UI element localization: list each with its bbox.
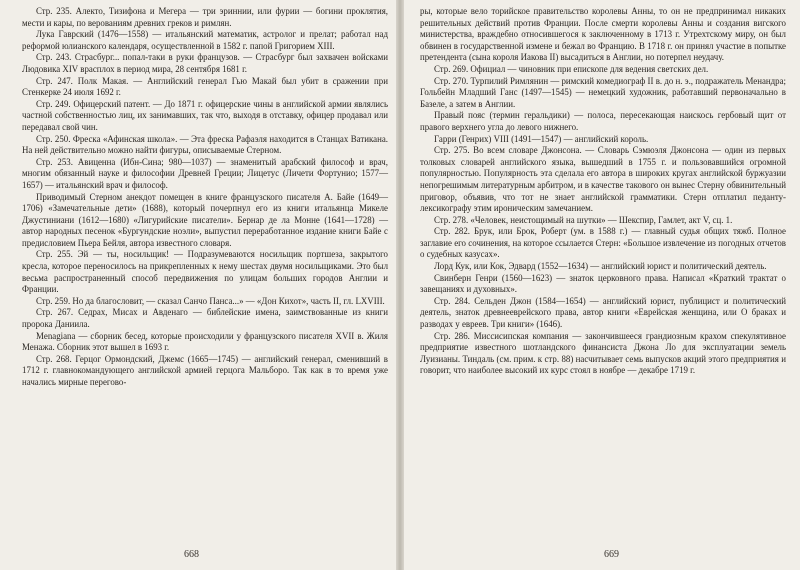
book-gutter bbox=[396, 0, 404, 570]
paragraph: Стр. 284. Сельден Джон (1584—1654) — английский юрист, публицист и политический деятель, знаток древнееврейского права, автор книги «Еврейская женщина, или О браках и разводах у евреев. Три книги» (1646). bbox=[420, 295, 786, 330]
page-number: 668 bbox=[184, 549, 199, 560]
paragraph: Стр. 249. Офицерский патент. — До 1871 г. офицерские чины в английской армии являлись частной собственностью лиц, их занимавших, так что, выходя в отставку, офицер продавал или передавал свой чин. bbox=[22, 98, 388, 132]
right-page bbox=[400, 0, 800, 570]
paragraph: Стр. 282. Брук, или Брок, Роберт (ум. в 1588 г.) — главный судья общих тяжб. Полное заглавие его сочинения, на которое ссылается Стерн: «Большое извлечение из погодных отчетов о судебных казусах». bbox=[420, 226, 786, 260]
paragraph: Свинберн Генри (1560—1623) — знаток церковного права. Написал «Краткий трактат о завещаниях и духовных». bbox=[420, 272, 786, 295]
paragraph: Стр. 275. Во всем словаре Джонсона. — Словарь Сэмюэля Джонсона — один из первых толковых словарей английского языка, вышедший в 1755 г. и пользовавшийся огромной популярностью. Популярность эта сделала его автора в широких кругах английской буржуазии непогрешимым литературным арбитром, и в качестве такового он вынес Стерну обвинительный приговор, объявив, что тот не знает английской грамматики. Стерн отплатил педанту-лексикографу этим ироническим замечанием. bbox=[420, 145, 786, 214]
paragraph: Лука Гаврский (1476—1558) — итальянский математик, астролог и прелат; работал над реформой юлианского календаря, осуществленной в 1582 г. папой Григорием XIII. bbox=[22, 29, 388, 51]
paragraph: Стр. 247. Полк Макая. — Английский генерал Гью Макай был убит в сражении при Стенкерке 24 июля 1692 г. bbox=[22, 75, 388, 98]
paragraph: Стр. 250. Фреска «Афинская школа». — Эта фреска Рафаэля находится в Станцах Ватикана. На ней действительно можно найти фигуры, описываемые Стерном. bbox=[22, 133, 388, 156]
paragraph: Стр. 255. Эй — ты, носильщик! — Подразумеваются носильщик портшеза, закрытого кресла, которое переносилось на прикрепленных к нему шестах двумя носильщиками. Это был весьма распространенный способ передвижения по улицам больших городов Англии и Франции. bbox=[22, 249, 388, 295]
paragraph: Стр. 286. Миссисипская компания — закончившееся грандиозным крахом спекулятивное предприятие известного шотландского финансиста Джона Ло для эксплуатации земель Луизианы. Тиндаль (см. прим. к стр. 88) насчитывает семь выпусков акций этого предприятия и говорит, что наиболее высокий их курс стоял в ноябре — декабре 1719 г. bbox=[420, 330, 786, 376]
paragraph: Стр. 267. Седрах, Мисах и Авденаго — библейские имена, заимствованные из книги пророка Даниила. bbox=[22, 307, 388, 330]
paragraph: Приводимый Стерном анекдот помещен в книге французского писателя А. Байе (1649—1706) «Замечательные дети» (1688), который почерпнул его из книги итальянца Микеле Джустиниани (1612—1680) «Лигурийские писатели». Бернар де ла Монне (1641—1728) — автор народных песенок «Бургундские ноэли», выпустил переработанное издание книги Байе с предисловием Пьера Бейля, автора известного словаря. bbox=[22, 191, 388, 248]
paragraph: Лорд Кук, или Кок, Эдвард (1552—1634) — английский юрист и политический деятель. bbox=[434, 261, 767, 272]
paragraph: Гарри (Генрих) VIII (1491—1547) — английский король. bbox=[434, 133, 649, 144]
paragraph: Стр. 253. Авиценна (Ибн-Сина; 980—1037) — знаменитый арабский философ и врач, многим обязанный науке и философии Древней Греции; Лицетус (Личети Фортунио; 1577—1657) — итальянский врач и философ. bbox=[22, 156, 388, 190]
paragraph: Стр. 259. Но да благословит, — сказал Санчо Панса...» — «Дон Кихот», часть II, гл. LXVIII. bbox=[36, 295, 385, 306]
paragraph: Стр. 268. Герцог Ормондский, Джемс (1665—1745) — английский генерал, сменивший в 1712 г. главнокомандующего английской армией герцога Мальборо. Так как в то время уже начались мирные перегово- bbox=[22, 353, 388, 387]
paragraph: Menagiana — сборник бесед, которые происходили у французского писателя XVII в. Жиля Менажа. Сборник этот вышел в 1693 г. bbox=[22, 330, 388, 353]
left-page-text bbox=[22, 6, 388, 389]
paragraph: Стр. 243. Страсбург... попал-таки в руки французов. — Страсбург был захвачен войсками Людовика XIV врасплох в период мира, 28 сентября 1681 г. bbox=[22, 52, 388, 74]
paragraph: ры, которые вело торийское правительство королевы Анны, то он не предпринимал никаких решительных действий против Франции. После смерти королевы Анны и создания вигского министерства, враждебно относившегося к заключенному в 1713 г. Утрехтскому миру, он был обвинен в государственной измене и бежал во Францию. В 1718 г. он принял участие в попытке претендента (сына короля Иакова II) высадиться в Англии, но потерпел неудачу. bbox=[420, 6, 786, 63]
paragraph: Правый пояс (термин геральдики) — полоса, пересекающая наискось гербовый щит от правого верхнего угла до левого нижнего. bbox=[420, 110, 786, 132]
page-number: 669 bbox=[604, 549, 619, 560]
paragraph: Стр. 235. Алекто, Тизифона и Мегера — три эриннии, или фурии — богини проклятия, мести и кары, по верованиям древних греков и римлян. bbox=[22, 6, 388, 28]
paragraph: Стр. 269. Официал — чиновник при епископе для ведения светских дел. bbox=[434, 63, 709, 74]
right-page-text bbox=[420, 6, 786, 377]
paragraph: Стр. 270. Турпилий Римлянин — римский комедиограф II в. до н. э., подражатель Менандра; Гольбейн Младший Ганс (1497—1545) — немецкий художник, работавший первоначально в Базеле, а затем в Англии. bbox=[420, 75, 786, 109]
paragraph: Стр. 278. «Человек, неистощимый на шутки» — Шекспир, Гамлет, акт V, сц. 1. bbox=[434, 214, 733, 225]
